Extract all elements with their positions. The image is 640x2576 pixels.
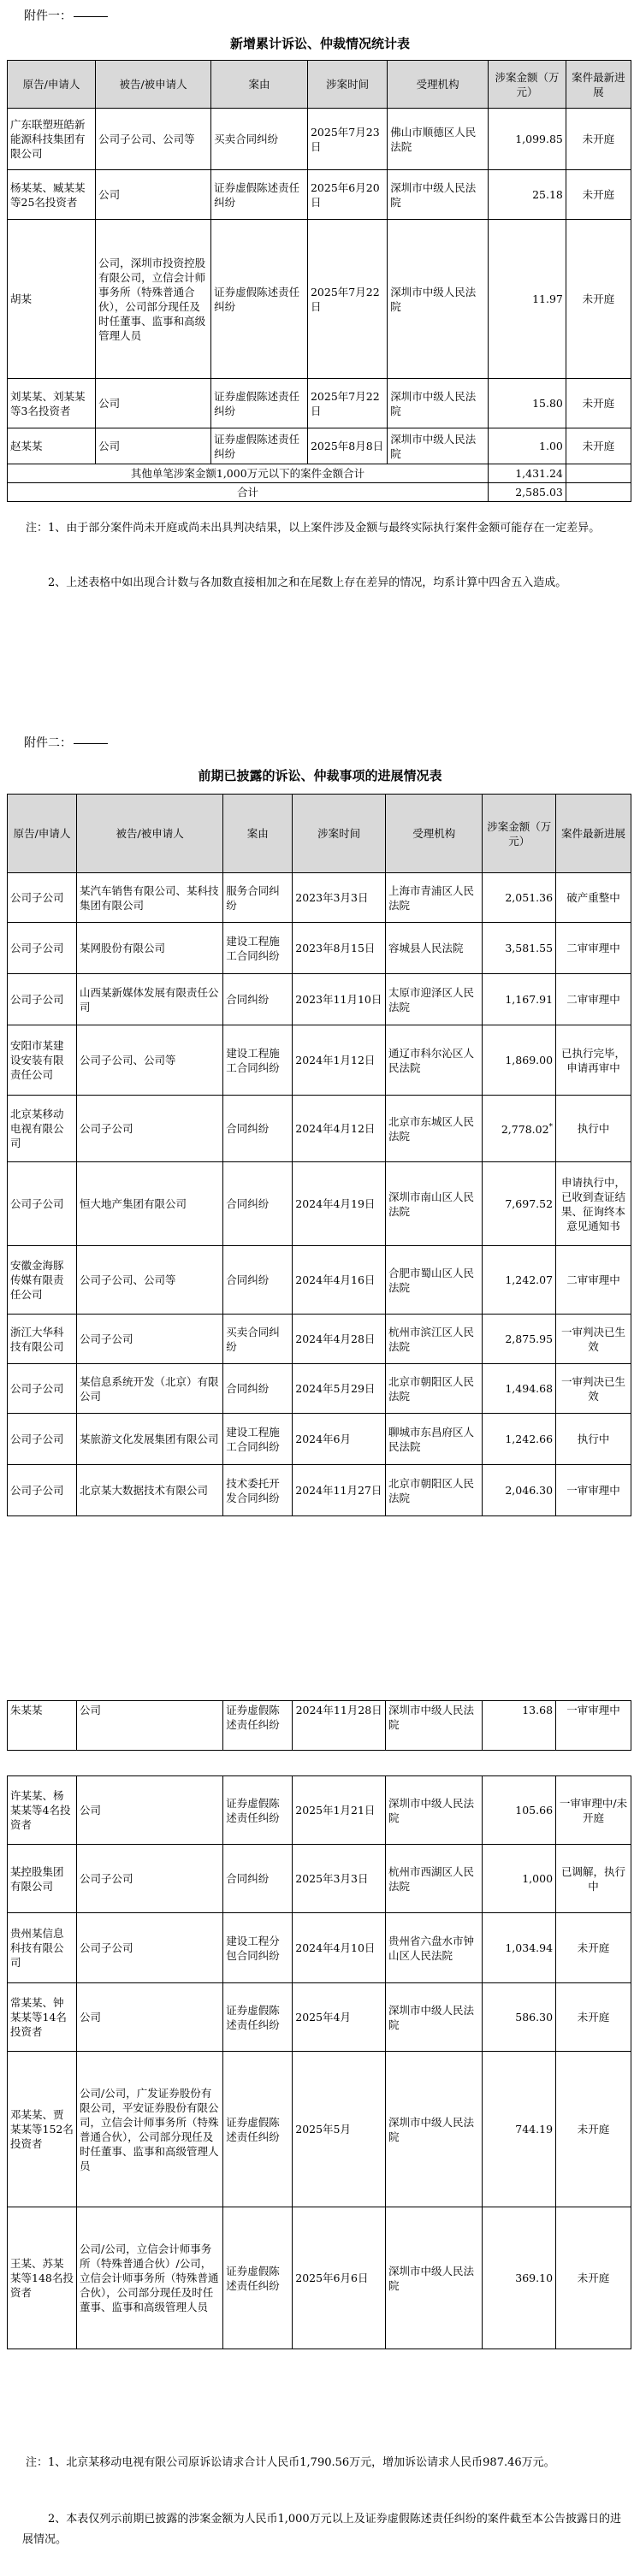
- plaintiff-cell: 广东联塑班皓新能源科技集团有限公司: [8, 109, 96, 170]
- cause-cell: 证券虚假陈述责任纠纷: [223, 1701, 293, 1751]
- annex2-table-part1: [7, 794, 631, 1516]
- annex2-header-row: [8, 795, 631, 873]
- date-cell: 2023年11月10日: [293, 974, 386, 1025]
- other-cases-row: [8, 464, 631, 483]
- date-cell: 2024年4月10日: [293, 1913, 386, 1983]
- status-cell: 未开庭: [556, 2207, 631, 2349]
- status-cell: 已调解，执行中: [556, 1845, 631, 1913]
- plaintiff-cell: 常某某、钟某某等14名投资者: [8, 1983, 77, 2052]
- defendant-cell: 公司: [77, 1776, 223, 1845]
- cause-cell: 合同纠纷: [223, 1162, 293, 1246]
- cause-cell: 合同纠纷: [223, 974, 293, 1025]
- date-cell: 2024年4月12日: [293, 1096, 386, 1162]
- total-label: 合计: [8, 483, 489, 502]
- cause-cell: 证券虚假陈述责任纠纷: [211, 428, 308, 464]
- plaintiff-cell: 刘某某、刘某某等3名投资者: [8, 379, 96, 428]
- defendant-cell: 公司子公司: [77, 1913, 223, 1983]
- date-cell: 2025年8月8日: [307, 428, 387, 464]
- amount-cell: 11.97: [489, 220, 566, 379]
- defendant-cell: 公司，深圳市投资控股有限公司，立信会计师事务所（特殊普通合伙），公司部分现任及时任董事、监事和高级管理人员: [96, 220, 211, 379]
- plaintiff-cell: 公司子公司: [8, 1162, 77, 1246]
- header-cell: 涉案金额（万元）: [483, 795, 556, 873]
- plaintiff-cell: 安阳市某建设安装有限责任公司: [8, 1025, 77, 1096]
- status-cell: 二审审理中: [556, 923, 631, 974]
- court-cell: 聊城市东昌府区人民法院: [386, 1414, 483, 1465]
- annex1-table: [7, 60, 631, 502]
- table-row: [8, 220, 631, 379]
- court-cell: 深圳市中级人民法院: [388, 170, 489, 220]
- header-cell: 涉案金额（万元）: [489, 61, 566, 109]
- amount-cell: 15.80: [489, 379, 566, 428]
- defendant-cell: 某旅游文化发展集团有限公司: [77, 1414, 223, 1465]
- plaintiff-cell: 贵州某信息科技有限公司: [8, 1913, 77, 1983]
- cause-cell: 证券虚假陈述责任纠纷: [211, 379, 308, 428]
- amount-cell: 3,581.55: [483, 923, 556, 974]
- defendant-cell: 公司: [96, 170, 211, 220]
- plaintiff-cell: 杨某某、臧某某等25名投资者: [8, 170, 96, 220]
- plaintiff-cell: 浙江大华科技有限公司: [8, 1315, 77, 1364]
- amount-cell: 13.68: [483, 1701, 556, 1751]
- plaintiff-cell: 北京某移动电视有限公司: [8, 1096, 77, 1162]
- plaintiff-cell: 公司子公司: [8, 1465, 77, 1516]
- table-row: [8, 1845, 631, 1913]
- amount-cell: 1,167.91: [483, 974, 556, 1025]
- cause-cell: 合同纠纷: [223, 1246, 293, 1315]
- defendant-cell: 公司/公司，立信会计师事务所（特殊普通合伙）/公司，立信会计师事务所（特殊普通合伙），公司部分现任及时任董事、监事和高级管理人员: [77, 2207, 223, 2349]
- date-cell: 2024年5月29日: [293, 1364, 386, 1414]
- other-cases-label: 其他单笔涉案金额1,000万元以下的案件金额合计: [8, 464, 489, 483]
- plaintiff-cell: 邓某某、贾某某等152名投资者: [8, 2052, 77, 2207]
- table-row: [8, 1162, 631, 1246]
- amount-cell: 7,697.52: [483, 1162, 556, 1246]
- date-cell: 2024年11月28日: [293, 1701, 386, 1751]
- defendant-cell: 山西某新媒体发展有限责任公司: [77, 974, 223, 1025]
- amount-cell: 105.66: [483, 1776, 556, 1845]
- plaintiff-cell: 王某、苏某某等148名投资者: [8, 2207, 77, 2349]
- cause-cell: 证券虚假陈述责任纠纷: [211, 220, 308, 379]
- cause-cell: 证券虚假陈述责任纠纷: [223, 2052, 293, 2207]
- amount-cell: [483, 1096, 556, 1162]
- defendant-cell: 某网股份有限公司: [77, 923, 223, 974]
- table-row: [8, 1364, 631, 1414]
- defendant-cell: 公司子公司、公司等: [77, 1246, 223, 1315]
- plaintiff-cell: 公司子公司: [8, 1414, 77, 1465]
- annex2-table-part2: [7, 1775, 631, 2349]
- header-cell: 原告/申请人: [8, 795, 77, 873]
- table-row: [8, 2207, 631, 2349]
- status-cell: 未开庭: [566, 170, 631, 220]
- date-cell: 2025年1月21日: [293, 1776, 386, 1845]
- table-row: [8, 170, 631, 220]
- plaintiff-cell: 安徽金海豚传媒有限责任公司: [8, 1246, 77, 1315]
- status-cell: 破产重整中: [556, 873, 631, 923]
- header-cell: 涉案时间: [307, 61, 387, 109]
- court-cell: 通辽市科尔沁区人民法院: [386, 1025, 483, 1096]
- split-row-wrapper: [7, 1700, 631, 1760]
- table-row: [8, 109, 631, 170]
- annex1-header-row: [8, 61, 631, 109]
- court-cell: 杭州市西湖区人民法院: [386, 1845, 483, 1913]
- date-cell: 2024年4月19日: [293, 1162, 386, 1246]
- amount-value: 2,778.02: [501, 1123, 549, 1137]
- annex1-note-1: 注：1、由于部分案件尚未开庭或尚未出具判决结果，以上案件涉及金额与最终实际执行案件金额可能存在一定差异。: [26, 522, 601, 535]
- court-cell: 深圳市中级人民法院: [386, 2207, 483, 2349]
- annex2-note-1: 注：1、北京某移动电视有限公司原诉讼请求合计人民币1,790.56万元，增加诉讼请求人民币987.46万元。: [26, 2456, 555, 2469]
- amount-cell: 1,000: [483, 1845, 556, 1913]
- status-cell: 一审审理中: [556, 1465, 631, 1516]
- table-row: [8, 1913, 631, 1983]
- other-cases-amount: 1,431.24: [489, 464, 566, 483]
- amount-cell: 1.00: [489, 428, 566, 464]
- date-cell: 2023年3月3日: [293, 873, 386, 923]
- defendant-cell: 恒大地产集团有限公司: [77, 1162, 223, 1246]
- table-row: [8, 1465, 631, 1516]
- date-cell: 2023年8月15日: [293, 923, 386, 974]
- court-cell: 深圳市中级人民法院: [388, 220, 489, 379]
- plaintiff-cell: 公司子公司: [8, 1364, 77, 1414]
- date-cell: 2024年11月27日: [293, 1465, 386, 1516]
- court-cell: 深圳市中级人民法院: [386, 1701, 483, 1751]
- status-cell: 一审判决已生效: [556, 1364, 631, 1414]
- header-cell: 案由: [223, 795, 293, 873]
- table-row: [8, 873, 631, 923]
- defendant-cell: 公司子公司、公司等: [77, 1025, 223, 1096]
- date-cell: 2024年1月12日: [293, 1025, 386, 1096]
- amount-cell: 1,494.68: [483, 1364, 556, 1414]
- table-row: [8, 1776, 631, 1845]
- amount-cell: 586.30: [483, 1983, 556, 2052]
- annex1-label: 附件一：: [24, 7, 108, 24]
- cause-cell: 服务合同纠纷: [223, 873, 293, 923]
- header-cell: 被告/被申请人: [77, 795, 223, 873]
- date-cell: 2024年4月28日: [293, 1315, 386, 1364]
- cause-cell: 建设工程施工合同纠纷: [223, 923, 293, 974]
- court-cell: 容城县人民法院: [386, 923, 483, 974]
- plaintiff-cell: 胡某: [8, 220, 96, 379]
- court-cell: 深圳市中级人民法院: [386, 2052, 483, 2207]
- defendant-cell: 公司: [96, 379, 211, 428]
- status-cell: 未开庭: [556, 1983, 631, 2052]
- defendant-cell: 公司/公司，广发证券股份有限公司，平安证券股份有限公司，立信会计师事务所（特殊普通合伙），公司部分现任及时任董事、监事和高级管理人员: [77, 2052, 223, 2207]
- table-row: [8, 379, 631, 428]
- table-row: [8, 1315, 631, 1364]
- cause-cell: 证券虚假陈述责任纠纷: [223, 1776, 293, 1845]
- defendant-cell: 公司: [77, 1983, 223, 2052]
- header-cell: 涉案时间: [293, 795, 386, 873]
- status-cell: 未开庭: [566, 220, 631, 379]
- amount-cell: 2,051.36: [483, 873, 556, 923]
- court-cell: 深圳市中级人民法院: [386, 1776, 483, 1845]
- status-cell: 一审审理中/未开庭: [556, 1776, 631, 1845]
- date-cell: 2025年7月23日: [307, 109, 387, 170]
- status-cell: 执行中: [556, 1096, 631, 1162]
- cause-cell: 证券虚假陈述责任纠纷: [223, 2207, 293, 2349]
- table-row: [8, 974, 631, 1025]
- header-cell: 受理机构: [386, 795, 483, 873]
- court-cell: 北京市朝阳区人民法院: [386, 1465, 483, 1516]
- cause-cell: 合同纠纷: [223, 1364, 293, 1414]
- amount-cell: 1,099.85: [489, 109, 566, 170]
- defendant-cell: 某汽车销售有限公司、某科技集团有限公司: [77, 873, 223, 923]
- annex2-split-row: [7, 1700, 631, 1751]
- plaintiff-cell: 许某某、杨某某等4名投资者: [8, 1776, 77, 1845]
- date-cell: 2025年3月3日: [293, 1845, 386, 1913]
- status-cell: 未开庭: [556, 2052, 631, 2207]
- court-cell: 合肥市蜀山区人民法院: [386, 1246, 483, 1315]
- amount-cell: 2,875.95: [483, 1315, 556, 1364]
- annex2-label: 附件二：: [24, 734, 108, 751]
- cause-cell: 建设工程施工合同纠纷: [223, 1025, 293, 1096]
- header-cell: 案由: [211, 61, 308, 109]
- status-cell: 未开庭: [566, 428, 631, 464]
- court-cell: 深圳市南山区人民法院: [386, 1162, 483, 1246]
- header-cell: 案件最新进展: [566, 61, 631, 109]
- status-cell: 一审审理中: [556, 1701, 631, 1751]
- total-row: [8, 483, 631, 502]
- amount-cell: 369.10: [483, 2207, 556, 2349]
- status-cell: 二审审理中: [556, 1246, 631, 1315]
- amount-cell: 1,034.94: [483, 1913, 556, 1983]
- plaintiff-cell: 公司子公司: [8, 873, 77, 923]
- cause-cell: 证券虚假陈述责任纠纷: [223, 1983, 293, 2052]
- header-cell: 被告/被申请人: [96, 61, 211, 109]
- date-cell: 2024年4月16日: [293, 1246, 386, 1315]
- table-row: [8, 428, 631, 464]
- header-cell: 案件最新进展: [556, 795, 631, 873]
- table-row: [8, 923, 631, 974]
- annex2-note-2: 2、本表仅列示前期已披露的涉案金额为人民币1,000万元以上及证券虚假陈述责任纠纷的案件截至本公告披露日的进展情况。: [22, 2513, 621, 2546]
- date-cell: 2025年6月6日: [293, 2207, 386, 2349]
- court-cell: 深圳市中级人民法院: [388, 428, 489, 464]
- cause-cell: 买卖合同纠纷: [211, 109, 308, 170]
- defendant-cell: 公司: [77, 1701, 223, 1751]
- cause-cell: 合同纠纷: [223, 1096, 293, 1162]
- status-cell: 执行中: [556, 1414, 631, 1465]
- amount-cell: 744.19: [483, 2052, 556, 2207]
- date-cell: 2025年5月: [293, 2052, 386, 2207]
- status-cell: 未开庭: [556, 1913, 631, 1983]
- court-cell: 深圳市中级人民法院: [386, 1983, 483, 2052]
- cause-cell: 证券虚假陈述责任纠纷: [211, 170, 308, 220]
- annex2-title: 前期已披露的诉讼、仲裁事项的进展情况表: [198, 768, 442, 783]
- amount-cell: 1,242.66: [483, 1414, 556, 1465]
- amount-cell: 2,046.30: [483, 1465, 556, 1516]
- annex1-title: 新增累计诉讼、仲裁情况统计表: [229, 36, 410, 51]
- court-cell: 北京市朝阳区人民法院: [386, 1364, 483, 1414]
- cause-cell: 买卖合同纠纷: [223, 1315, 293, 1364]
- annex1-note-2: 2、上述表格中如出现合计数与各加数直接相加之和在尾数上存在差异的情况，均系计算中四舍五入造成。: [48, 576, 567, 589]
- plaintiff-cell: 朱某某: [8, 1701, 77, 1751]
- status-cell: 一审判决已生效: [556, 1315, 631, 1364]
- amount-cell: 25.18: [489, 170, 566, 220]
- header-cell: 原告/申请人: [8, 61, 96, 109]
- table-row: [8, 2052, 631, 2207]
- defendant-cell: 某信息系统开发（北京）有限公司: [77, 1364, 223, 1414]
- court-cell: 北京市东城区人民法院: [386, 1096, 483, 1162]
- date-cell: 2025年6月20日: [307, 170, 387, 220]
- table-row: [8, 1983, 631, 2052]
- defendant-cell: 公司: [96, 428, 211, 464]
- court-cell: 贵州省六盘水市钟山区人民法院: [386, 1913, 483, 1983]
- plaintiff-cell: 公司子公司: [8, 974, 77, 1025]
- cause-cell: 建设工程分包合同纠纷: [223, 1913, 293, 1983]
- table-row: [8, 1096, 631, 1162]
- amount-cell: 1,242.07: [483, 1246, 556, 1315]
- table-row: [8, 1246, 631, 1315]
- defendant-cell: 公司子公司: [77, 1096, 223, 1162]
- header-cell: 受理机构: [388, 61, 489, 109]
- plaintiff-cell: 某控股集团有限公司: [8, 1845, 77, 1913]
- court-cell: 杭州市滨江区人民法院: [386, 1315, 483, 1364]
- status-cell: 未开庭: [566, 379, 631, 428]
- cause-cell: 技术委托开发合同纠纷: [223, 1465, 293, 1516]
- court-cell: 上海市青浦区人民法院: [386, 873, 483, 923]
- date-cell: 2025年4月: [293, 1983, 386, 2052]
- defendant-cell: 公司子公司: [77, 1315, 223, 1364]
- status-cell: 申请执行中，已收到查证结果、征询终本意见通知书: [556, 1162, 631, 1246]
- defendant-cell: 公司子公司、公司等: [96, 109, 211, 170]
- cause-cell: 合同纠纷: [223, 1845, 293, 1913]
- total-amount: 2,585.03: [489, 483, 566, 502]
- status-cell: 已执行完毕，申请再审中: [556, 1025, 631, 1096]
- table-row: [8, 1701, 631, 1751]
- date-cell: 2025年7月22日: [307, 379, 387, 428]
- status-cell: 未开庭: [566, 109, 631, 170]
- footnote-mark: *: [548, 1122, 554, 1131]
- court-cell: 深圳市中级人民法院: [388, 379, 489, 428]
- court-cell: 佛山市顺德区人民法院: [388, 109, 489, 170]
- date-cell: 2025年7月22日: [307, 220, 387, 379]
- defendant-cell: 公司子公司: [77, 1845, 223, 1913]
- plaintiff-cell: 公司子公司: [8, 923, 77, 974]
- plaintiff-cell: 赵某某: [8, 428, 96, 464]
- defendant-cell: 北京某大数据技术有限公司: [77, 1465, 223, 1516]
- table-row: [8, 1025, 631, 1096]
- amount-cell: 1,869.00: [483, 1025, 556, 1096]
- status-cell: 二审审理中: [556, 974, 631, 1025]
- table-row: [8, 1414, 631, 1465]
- date-cell: 2024年6月: [293, 1414, 386, 1465]
- court-cell: 太原市迎泽区人民法院: [386, 974, 483, 1025]
- cause-cell: 建设工程施工合同纠纷: [223, 1414, 293, 1465]
